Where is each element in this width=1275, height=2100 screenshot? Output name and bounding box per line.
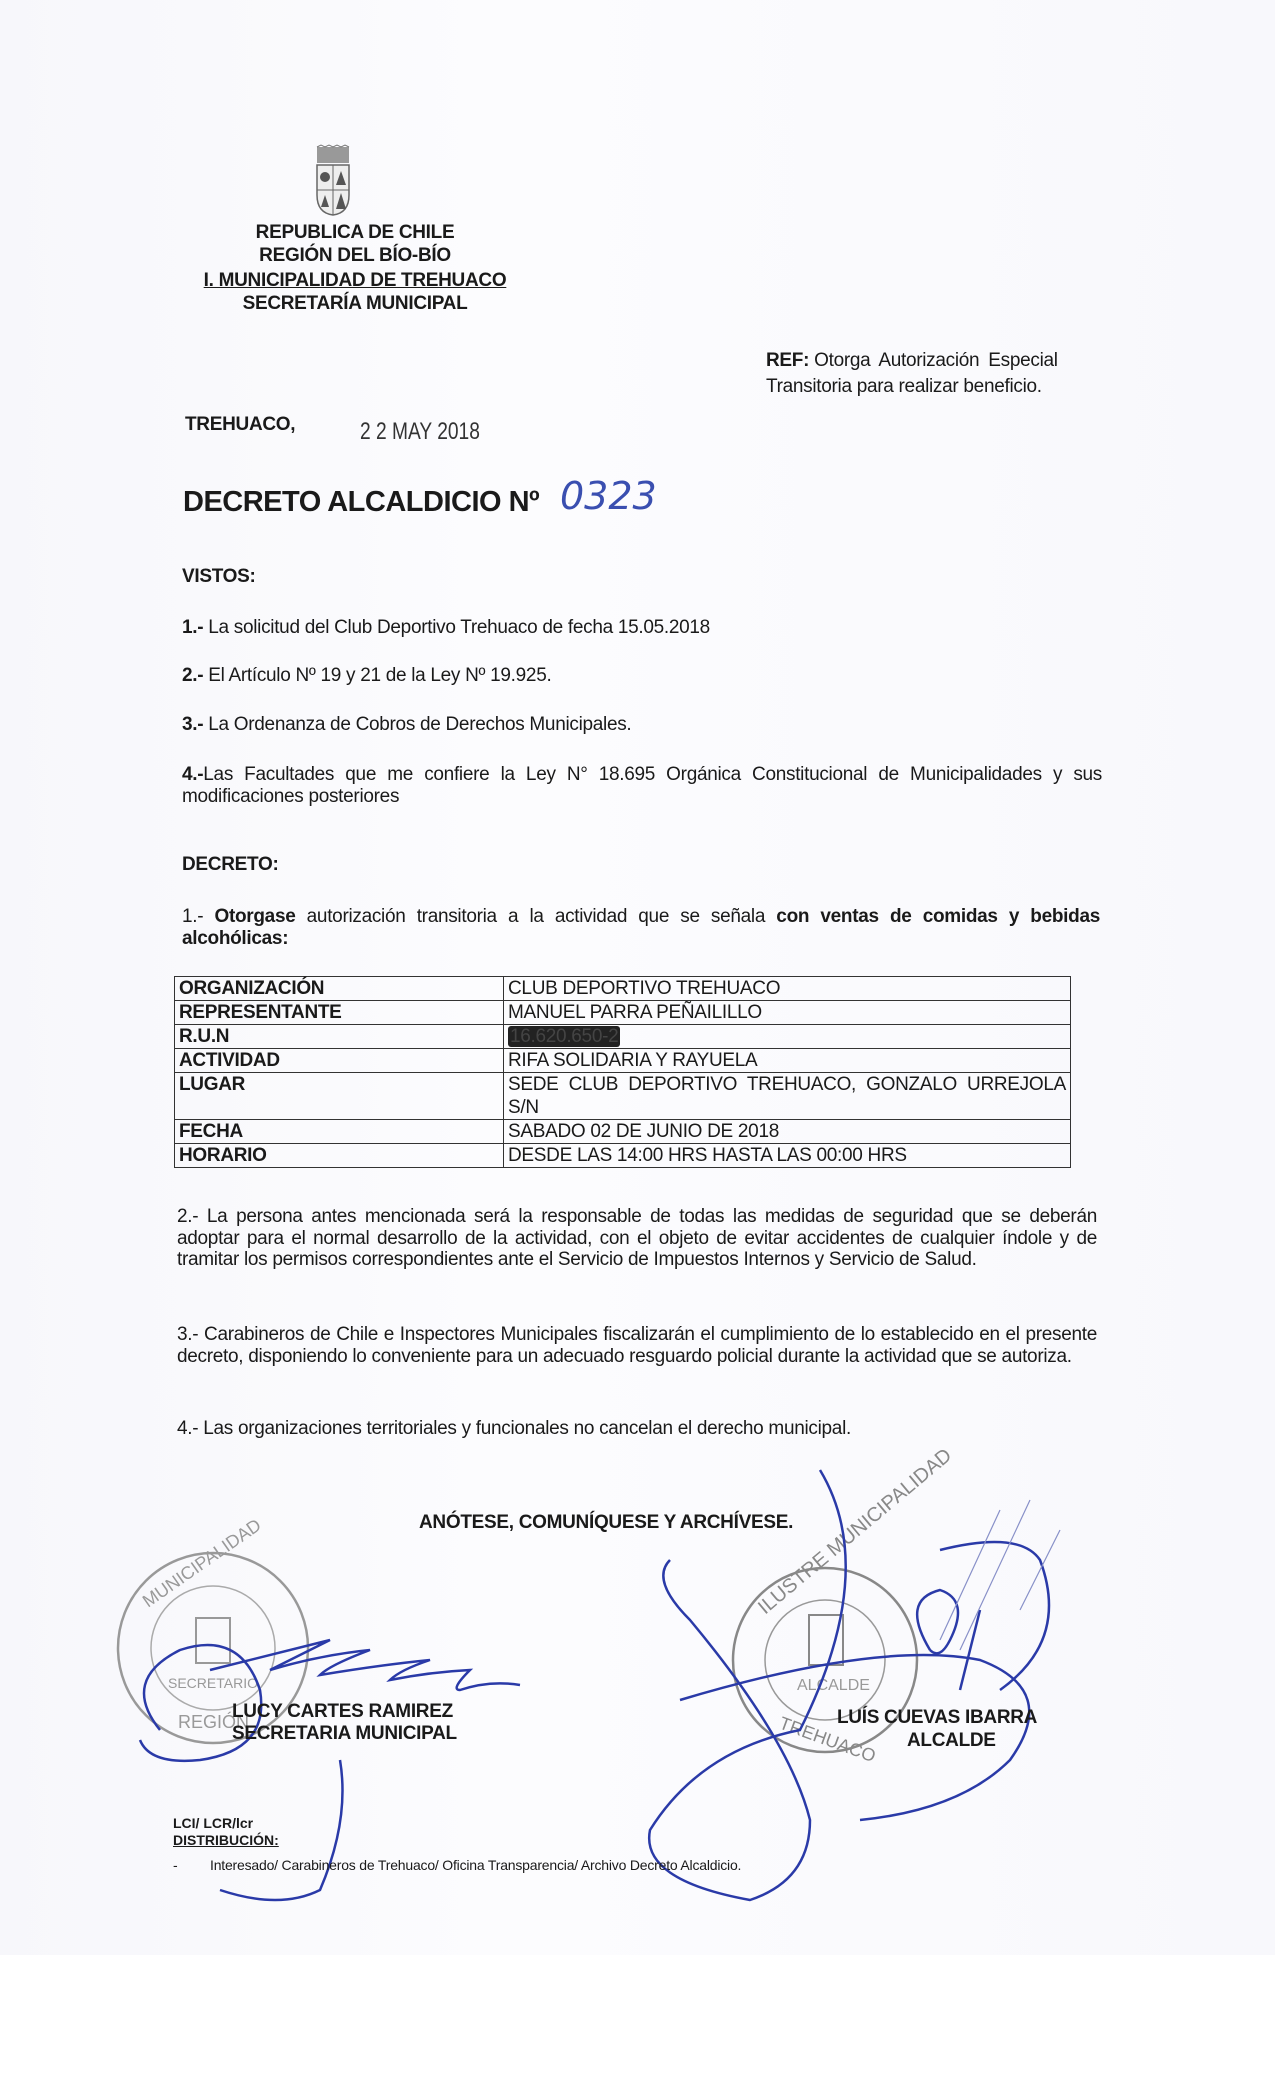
initials: LCI/ LCR/lcr: [173, 1815, 254, 1831]
vistos-item: [182, 617, 710, 639]
handwritten-signatures: [100, 1470, 1100, 1920]
decreto-heading: DECRETO:: [182, 854, 279, 875]
header-line-region: REGIÓN DEL BÍO-BÍO: [259, 245, 451, 266]
text-span: autorización transitoria a la actividad que se señala: [295, 906, 777, 927]
text-span: La solicitud del Club Deportivo Trehuaco de fecha 15.05.2018: [203, 617, 710, 638]
text-span: Otorgase: [214, 906, 296, 927]
table-cell: ORGANIZACIÓN: [175, 977, 504, 1001]
table-cell: MANUEL PARRA PEÑAILILLO: [504, 1001, 1071, 1025]
vistos-heading: VISTOS:: [182, 566, 256, 587]
header-line-secretariat: SECRETARÍA MUNICIPAL: [242, 293, 468, 314]
vistos-item: [182, 714, 631, 736]
vistos-item: [182, 764, 1102, 807]
decreto-item-3: 3.- Carabineros de Chile e Inspectores Municipales fiscalizarán el cumplimiento de lo establecido en el presente decreto, disponiendo lo conveniente para un adecuado resguardo policial durante la actividad que se autoriza.: [177, 1324, 1097, 1367]
svg-text:TREHUACO: TREHUACO: [776, 1712, 879, 1767]
table-cell: HORARIO: [175, 1144, 504, 1168]
ref-text-2: Transitoria para realizar beneficio.: [766, 376, 1042, 397]
ref-text-1: Otorga Autorización Especial: [814, 350, 1058, 371]
svg-text:SECRETARIO: SECRETARIO: [168, 1675, 258, 1691]
text-span: 3.-: [182, 714, 204, 735]
secretary-name: LUCY CARTES RAMIREZ: [232, 1701, 453, 1722]
table-cell: FECHA: [175, 1120, 504, 1144]
table-row: [175, 1144, 1071, 1168]
table-row: [175, 1025, 1071, 1049]
redacted-run: 16.620.650-2: [510, 1026, 619, 1047]
svg-text:REGIÓN: REGIÓN: [178, 1712, 250, 1732]
svg-text:ALCALDE: ALCALDE: [797, 1677, 870, 1694]
table-cell: LUGAR: [175, 1073, 504, 1120]
table-cell: [504, 1025, 1071, 1049]
text-span: 1.-: [182, 906, 215, 927]
activity-table: [174, 976, 1071, 1168]
decree-title: DECRETO ALCALDICIO Nº: [183, 486, 540, 518]
text-span: 4.-: [182, 764, 204, 785]
table-row: [175, 1120, 1071, 1144]
table-row: [175, 1049, 1071, 1073]
text-span: El Artículo Nº 19 y 21 de la Ley Nº 19.925.: [203, 665, 552, 686]
coat-of-arms-icon: [313, 145, 353, 217]
distribution-list: Interesado/ Carabineros de Trehuaco/ Oficina Transparencia/ Archivo Decreto Alcaldicio.: [210, 1857, 742, 1873]
table-cell: R.U.N: [175, 1025, 504, 1049]
text-span: La Ordenanza de Cobros de Derechos Municipales.: [203, 714, 632, 735]
table-cell: SABADO 02 DE JUNIO DE 2018: [504, 1120, 1071, 1144]
decreto-item-1: [182, 906, 1100, 949]
header-line-republic: REPUBLICA DE CHILE: [255, 222, 455, 243]
closing-formula: ANÓTESE, COMUNÍQUESE Y ARCHÍVESE.: [419, 1512, 794, 1533]
table-cell: REPRESENTANTE: [175, 1001, 504, 1025]
decreto-item-2: 2.- La persona antes mencionada será la responsable de todas las medidas de seguridad que se deberán adoptar para el normal desarrollo de la actividad, con el objeto de evitar accidentes de cualquier índole y de tramitar los permisos correspondientes ante el Servicio de Impuestos Internos y Servicio de Salud.: [177, 1206, 1097, 1270]
table-cell: CLUB DEPORTIVO TREHUACO: [504, 977, 1071, 1001]
table-row: [175, 1001, 1071, 1025]
mayor-name: LUÍS CUEVAS IBARRA: [837, 1707, 1038, 1728]
secretary-role: SECRETARIA MUNICIPAL: [232, 1723, 457, 1744]
table-cell: RIFA SOLIDARIA Y RAYUELA: [504, 1049, 1071, 1073]
svg-text:ILUSTRE MUNICIPALIDAD: ILUSTRE MUNICIPALIDAD: [754, 1444, 957, 1619]
text-span: 1.-: [182, 617, 204, 638]
table-cell: SEDE CLUB DEPORTIVO TREHUACO, GONZALO URREJOLA S/N: [504, 1073, 1071, 1120]
distribution-heading: DISTRIBUCIÓN:: [173, 1832, 279, 1848]
svg-text:MUNICIPALIDAD: MUNICIPALIDAD: [138, 1514, 265, 1612]
decreto-item-4: 4.- Las organizaciones territoriales y funcionales no cancelan el derecho municipal.: [177, 1418, 851, 1439]
table-row: [175, 1073, 1071, 1120]
distribution-bullet: -: [173, 1857, 178, 1873]
text-span: 2.-: [182, 665, 204, 686]
decree-number: 0323: [560, 474, 657, 518]
reference: [766, 350, 1058, 372]
text-span: Las Facultades que me confiere la Ley N° 18.695 Orgánica Constitucional de Municipalidades y sus modificaciones posteriores: [182, 764, 1102, 807]
table-cell: ACTIVIDAD: [175, 1049, 504, 1073]
vistos-item: [182, 665, 551, 687]
table-cell: DESDE LAS 14:00 HRS HASTA LAS 00:00 HRS: [504, 1144, 1071, 1168]
text-span: con ventas de comidas y bebidas alcohólicas:: [182, 906, 1101, 949]
ref-label: REF:: [766, 350, 810, 371]
mayor-role: ALCALDE: [907, 1730, 996, 1751]
header-line-municipality: I. MUNICIPALIDAD DE TREHUACO: [203, 270, 507, 291]
place: TREHUACO,: [185, 414, 296, 435]
table-row: [175, 977, 1071, 1001]
date-stamp: 2 2 MAY 2018: [360, 418, 480, 445]
